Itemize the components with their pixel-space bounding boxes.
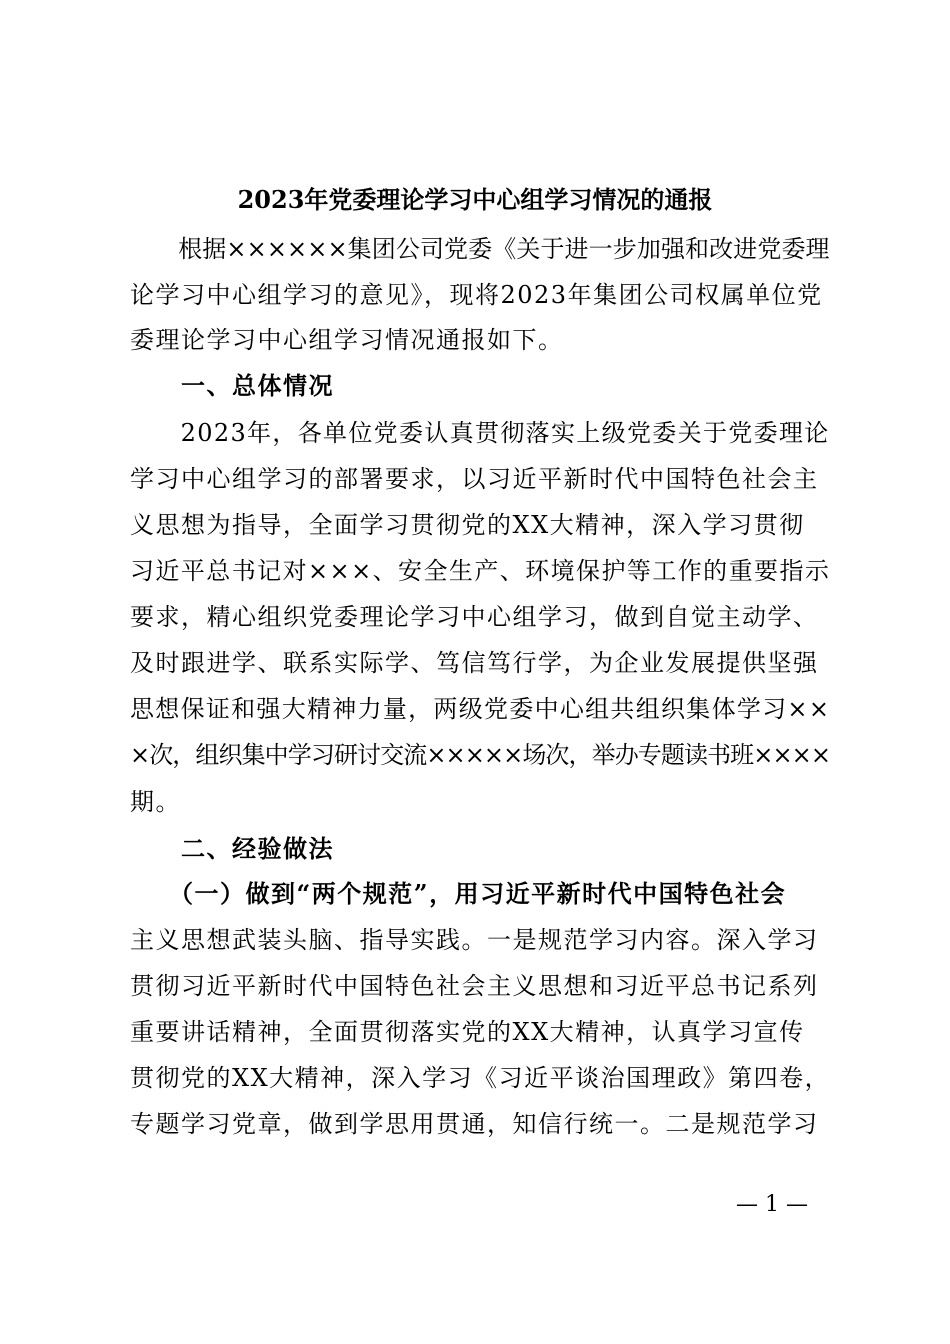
body-line: 及时跟进学、联系实际学、笃信笃行学，为企业发展提供坚强 xyxy=(130,649,819,677)
section-heading: 二、经验做法 xyxy=(130,834,334,863)
body-line: 主义思想武装头脑、指导实践。一是规范学习内容。深入学习 xyxy=(130,926,819,954)
body-line: 重要讲话精神，全面贯彻落实党的XX大精神，认真学习宣传 xyxy=(130,1018,805,1046)
section-heading: 一、总体情况 xyxy=(130,371,334,400)
body-line: 要求，精心组织党委理论学习中心组学习，做到自觉主动学、 xyxy=(130,603,819,631)
body-line: 根据××××××集团公司党委《关于进一步加强和改进党委理 xyxy=(130,235,830,263)
body-line: 习近平总书记对×××、安全生产、环境保护等工作的重要指示 xyxy=(130,557,831,585)
body-line: 义思想为指导，全面学习贯彻党的XX大精神，深入学习贯彻 xyxy=(130,511,805,539)
body-line: 贯彻习近平新时代中国特色社会主义思想和习近平总书记系列 xyxy=(130,972,819,1000)
body-line: 专题学习党章，做到学思用贯通，知信行统一。二是规范学习 xyxy=(130,1110,819,1138)
body-line: 期。 xyxy=(130,788,181,816)
body-line: ×次，组织集中学习研讨交流×××××场次，举办专题读书班×××× xyxy=(130,741,831,769)
body-line: 思想保证和强大精神力量，两级党委中心组共组织集体学习×× xyxy=(130,695,831,723)
body-line: 2023年，各单位党委认真贯彻落实上级党委关于党委理论 xyxy=(130,419,830,447)
body-line: 论学习中心组学习的意见》，现将2023年集团公司权属单位党 xyxy=(130,281,823,309)
page-number: — 1 — xyxy=(736,1192,808,1217)
subsection-heading: （一）做到“两个规范”，用习近平新时代中国特色社会 xyxy=(130,879,787,908)
document-title: 2023年党委理论学习中心组学习情况的通报 xyxy=(237,185,713,214)
body-line: 贯彻党的XX大精神，深入学习《习近平谈治国理政》第四卷， xyxy=(130,1064,831,1092)
body-line: 委理论学习中心组学习情况通报如下。 xyxy=(130,326,564,354)
body-line: 学习中心组学习的部署要求，以习近平新时代中国特色社会主 xyxy=(130,465,819,493)
